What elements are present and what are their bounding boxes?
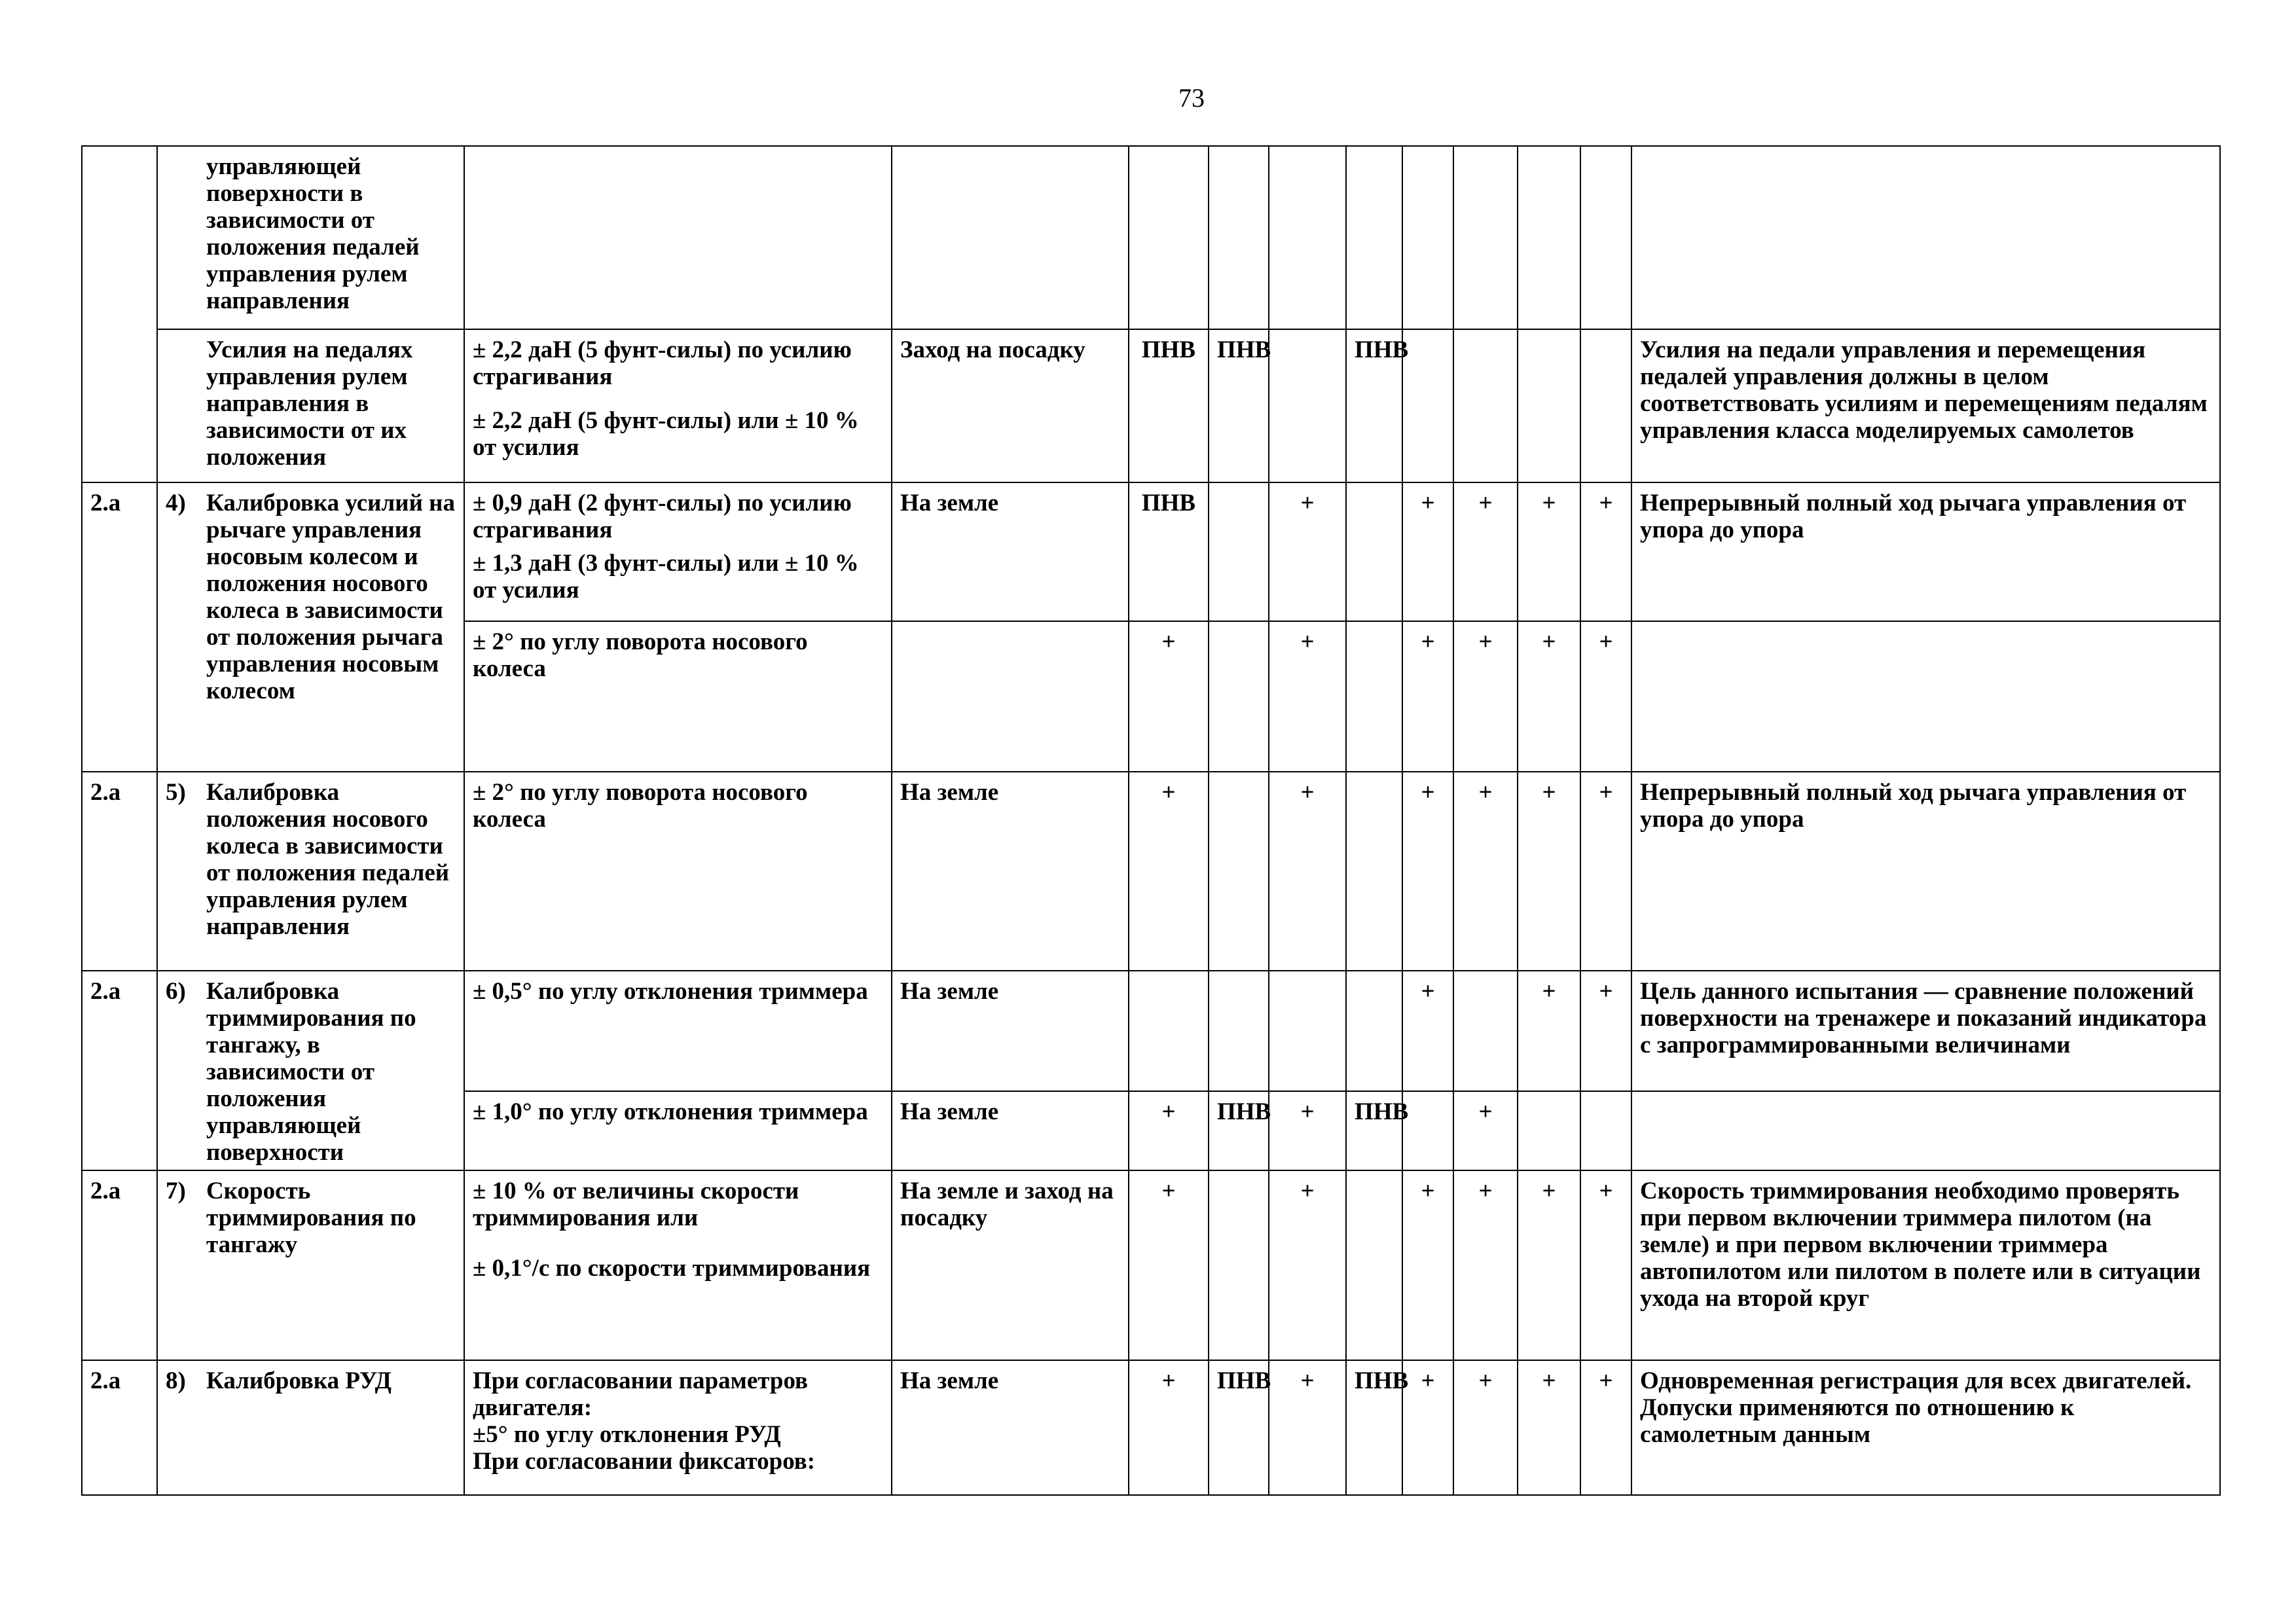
table-row: [82, 146, 2220, 329]
tolerance-cell: ± 2° по углу поворота носового колеса: [464, 772, 892, 971]
mark-cell: +: [1269, 1170, 1346, 1360]
tolerance-text: ± 1,3 даН (3 фунт-силы) или ± 10 % от усилия: [473, 550, 859, 604]
mark-cell: [1346, 146, 1402, 329]
condition-cell: На земле и заход на посадку: [892, 1170, 1129, 1360]
test-name-cell: [157, 971, 464, 1170]
mark-cell: +: [1580, 1170, 1631, 1360]
mark-cell: +: [1580, 772, 1631, 971]
mark-cell: +: [1269, 621, 1346, 772]
test-name-cell: [157, 1170, 464, 1360]
mark-cell: [1580, 329, 1631, 482]
test-name: Калибровка триммирования по тангажу, в зависимости от положения управляющей поверхности: [206, 978, 416, 1166]
mark-cell: [1209, 772, 1269, 971]
mark-cell: +: [1518, 482, 1580, 621]
mark-cell: ПНВ: [1209, 1360, 1269, 1495]
mark-cell: +: [1402, 621, 1453, 772]
mark-cell: +: [1518, 971, 1580, 1091]
mark-cell: ПНВ: [1346, 1091, 1402, 1170]
mark-cell: +: [1518, 1360, 1580, 1495]
condition-cell: [892, 621, 1129, 772]
test-number: 5): [166, 779, 186, 806]
mark-cell: [1209, 621, 1269, 772]
test-number: [166, 336, 206, 471]
mark-cell: [1580, 1091, 1631, 1170]
mark-cell: +: [1129, 1360, 1209, 1495]
mark-cell: +: [1518, 621, 1580, 772]
test-name: управляющей поверхности в зависимости от положения педалей управления рулем направления: [206, 153, 420, 314]
tolerance-cell: [464, 1170, 892, 1360]
test-number: 7): [166, 1178, 186, 1204]
mark-cell: [1346, 971, 1402, 1091]
test-name: Калибровка положения носового колеса в зависимости от положения педалей управления рулем направления: [206, 779, 450, 940]
mark-cell: +: [1453, 1091, 1518, 1170]
test-number: 6): [166, 978, 186, 1005]
mark-cell: [1518, 146, 1580, 329]
tolerance-text: ± 0,9 даН (2 фунт-силы) по усилию страгивания: [473, 490, 852, 543]
mark-cell: [1402, 329, 1453, 482]
mark-cell: +: [1402, 772, 1453, 971]
mark-cell: +: [1580, 971, 1631, 1091]
mark-cell: +: [1402, 482, 1453, 621]
mark-cell: [1346, 621, 1402, 772]
mark-cell: +: [1453, 621, 1518, 772]
mark-cell: [1453, 146, 1518, 329]
table-row: [82, 772, 2220, 971]
mark-cell: [1402, 1091, 1453, 1170]
mark-cell: +: [1580, 482, 1631, 621]
notes-cell: [1631, 146, 2220, 329]
test-name: Калибровка усилий на рычаге управления носовым колесом и положения носового колеса в зависимости от положения рычага управления носовым колесом: [206, 490, 455, 704]
mark-cell: [1453, 971, 1518, 1091]
condition-cell: На земле: [892, 482, 1129, 621]
condition-cell: [892, 146, 1129, 329]
test-name: Калибровка РУД: [206, 1367, 392, 1394]
mark-cell: +: [1453, 772, 1518, 971]
mark-cell: +: [1580, 621, 1631, 772]
mark-cell: [1346, 772, 1402, 971]
mark-cell: ПНВ: [1209, 329, 1269, 482]
condition-cell: На земле: [892, 1091, 1129, 1170]
mark-cell: [1209, 1170, 1269, 1360]
mark-cell: [1402, 146, 1453, 329]
mark-cell: +: [1453, 1170, 1518, 1360]
test-name: Скорость триммирования по тангажу: [206, 1178, 416, 1258]
test-number: [166, 153, 206, 314]
test-name: Усилия на педалях управления рулем направления в зависимости от их положения: [206, 336, 413, 471]
mark-cell: ПНВ: [1209, 1091, 1269, 1170]
tolerance-text: ± 10 % от величины скорости триммирования или: [473, 1178, 799, 1231]
mark-cell: [1518, 1091, 1580, 1170]
mark-cell: [1209, 146, 1269, 329]
mark-cell: +: [1518, 1170, 1580, 1360]
mark-cell: [1346, 1170, 1402, 1360]
mark-cell: [1209, 971, 1269, 1091]
table-row: [82, 1360, 2220, 1495]
section-cell: 2.a: [82, 971, 157, 1170]
test-name-cell: [157, 1360, 464, 1495]
mark-cell: +: [1269, 482, 1346, 621]
test-number: 8): [166, 1367, 186, 1394]
test-name-cell: [157, 329, 464, 482]
tolerance-cell: ± 0,5° по углу отклонения триммера: [464, 971, 892, 1091]
tolerance-cell: [464, 329, 892, 482]
table-row: [82, 329, 2220, 482]
mark-cell: [1269, 971, 1346, 1091]
mark-cell: [1209, 482, 1269, 621]
tolerance-text: При согласовании параметров двигателя:: [473, 1367, 809, 1421]
mark-cell: [1129, 971, 1209, 1091]
notes-cell: [1631, 621, 2220, 772]
test-name-cell: [157, 482, 464, 772]
tolerance-text: ±5° по углу отклонения РУД: [473, 1421, 781, 1448]
mark-cell: +: [1453, 1360, 1518, 1495]
mark-cell: [1269, 329, 1346, 482]
mark-cell: +: [1453, 482, 1518, 621]
mark-cell: ПНВ: [1346, 329, 1402, 482]
mark-cell: +: [1129, 772, 1209, 971]
notes-cell: Непрерывный полный ход рычага управления от упора до упора: [1631, 772, 2220, 971]
notes-cell: Усилия на педали управления и перемещения педалей управления должны в целом соответствовать усилиям и перемещениям педалям управления класса моделируемых самолетов: [1631, 329, 2220, 482]
page-number: 73: [1178, 83, 1205, 113]
test-name-cell: [157, 772, 464, 971]
notes-cell: Одновременная регистрация для всех двигателей. Допуски применяются по отношению к самолетным данным: [1631, 1360, 2220, 1495]
mark-cell: +: [1129, 1091, 1209, 1170]
mark-cell: [1453, 329, 1518, 482]
table-row: [82, 971, 2220, 1091]
mark-cell: [1346, 482, 1402, 621]
section-cell: 2.a: [82, 772, 157, 971]
section-cell: 2.a: [82, 1170, 157, 1360]
tolerance-cell: ± 2° по углу поворота носового колеса: [464, 621, 892, 772]
tolerance-cell: ± 1,0° по углу отклонения триммера: [464, 1091, 892, 1170]
notes-cell: [1631, 1091, 2220, 1170]
mark-cell: [1269, 146, 1346, 329]
table-row: [82, 1170, 2220, 1360]
mark-cell: ПНВ: [1129, 482, 1209, 621]
condition-cell: На земле: [892, 971, 1129, 1091]
notes-cell: Цель данного испытания — сравнение положений поверхности на тренажере и показаний индикатора с запрограммированными величинами: [1631, 971, 2220, 1091]
tolerance-cell: [464, 482, 892, 621]
mark-cell: [1580, 146, 1631, 329]
tolerance-cell: [464, 1360, 892, 1495]
test-number: 4): [166, 490, 186, 516]
mark-cell: +: [1269, 1091, 1346, 1170]
mark-cell: [1518, 329, 1580, 482]
mark-cell: +: [1402, 971, 1453, 1091]
notes-cell: Непрерывный полный ход рычага управления от упора до упора: [1631, 482, 2220, 621]
section-cell: [82, 146, 157, 482]
tolerance-text: ± 2,2 даН (5 фунт-силы) или ± 10 % от усилия: [473, 407, 859, 461]
mark-cell: +: [1269, 1360, 1346, 1495]
tolerance-text: ± 0,1°/с по скорости триммирования: [473, 1255, 871, 1282]
section-cell: 2.a: [82, 482, 157, 772]
mark-cell: +: [1518, 772, 1580, 971]
notes-cell: Скорость триммирования необходимо проверять при первом включении триммера пилотом (на земле) и при первом включении триммера автопилотом или пилотом в полете или в ситуации ухода на второй круг: [1631, 1170, 2220, 1360]
mark-cell: ПНВ: [1129, 329, 1209, 482]
tolerance-text: При согласовании фиксаторов:: [473, 1448, 816, 1475]
mark-cell: +: [1580, 1360, 1631, 1495]
mark-cell: [1129, 146, 1209, 329]
table-row: [82, 482, 2220, 621]
mark-cell: ПНВ: [1346, 1360, 1402, 1495]
condition-cell: На земле: [892, 772, 1129, 971]
section-cell: 2.a: [82, 1360, 157, 1495]
requirements-table: [81, 145, 2221, 1496]
tolerance-text: ± 2,2 даН (5 фунт-силы) по усилию страгивания: [473, 336, 852, 390]
condition-cell: На земле: [892, 1360, 1129, 1495]
condition-cell: Заход на посадку: [892, 329, 1129, 482]
mark-cell: +: [1402, 1360, 1453, 1495]
mark-cell: +: [1129, 621, 1209, 772]
mark-cell: +: [1269, 772, 1346, 971]
mark-cell: +: [1402, 1170, 1453, 1360]
tolerance-cell: [464, 146, 892, 329]
mark-cell: +: [1129, 1170, 1209, 1360]
test-name-cell: [157, 146, 464, 329]
